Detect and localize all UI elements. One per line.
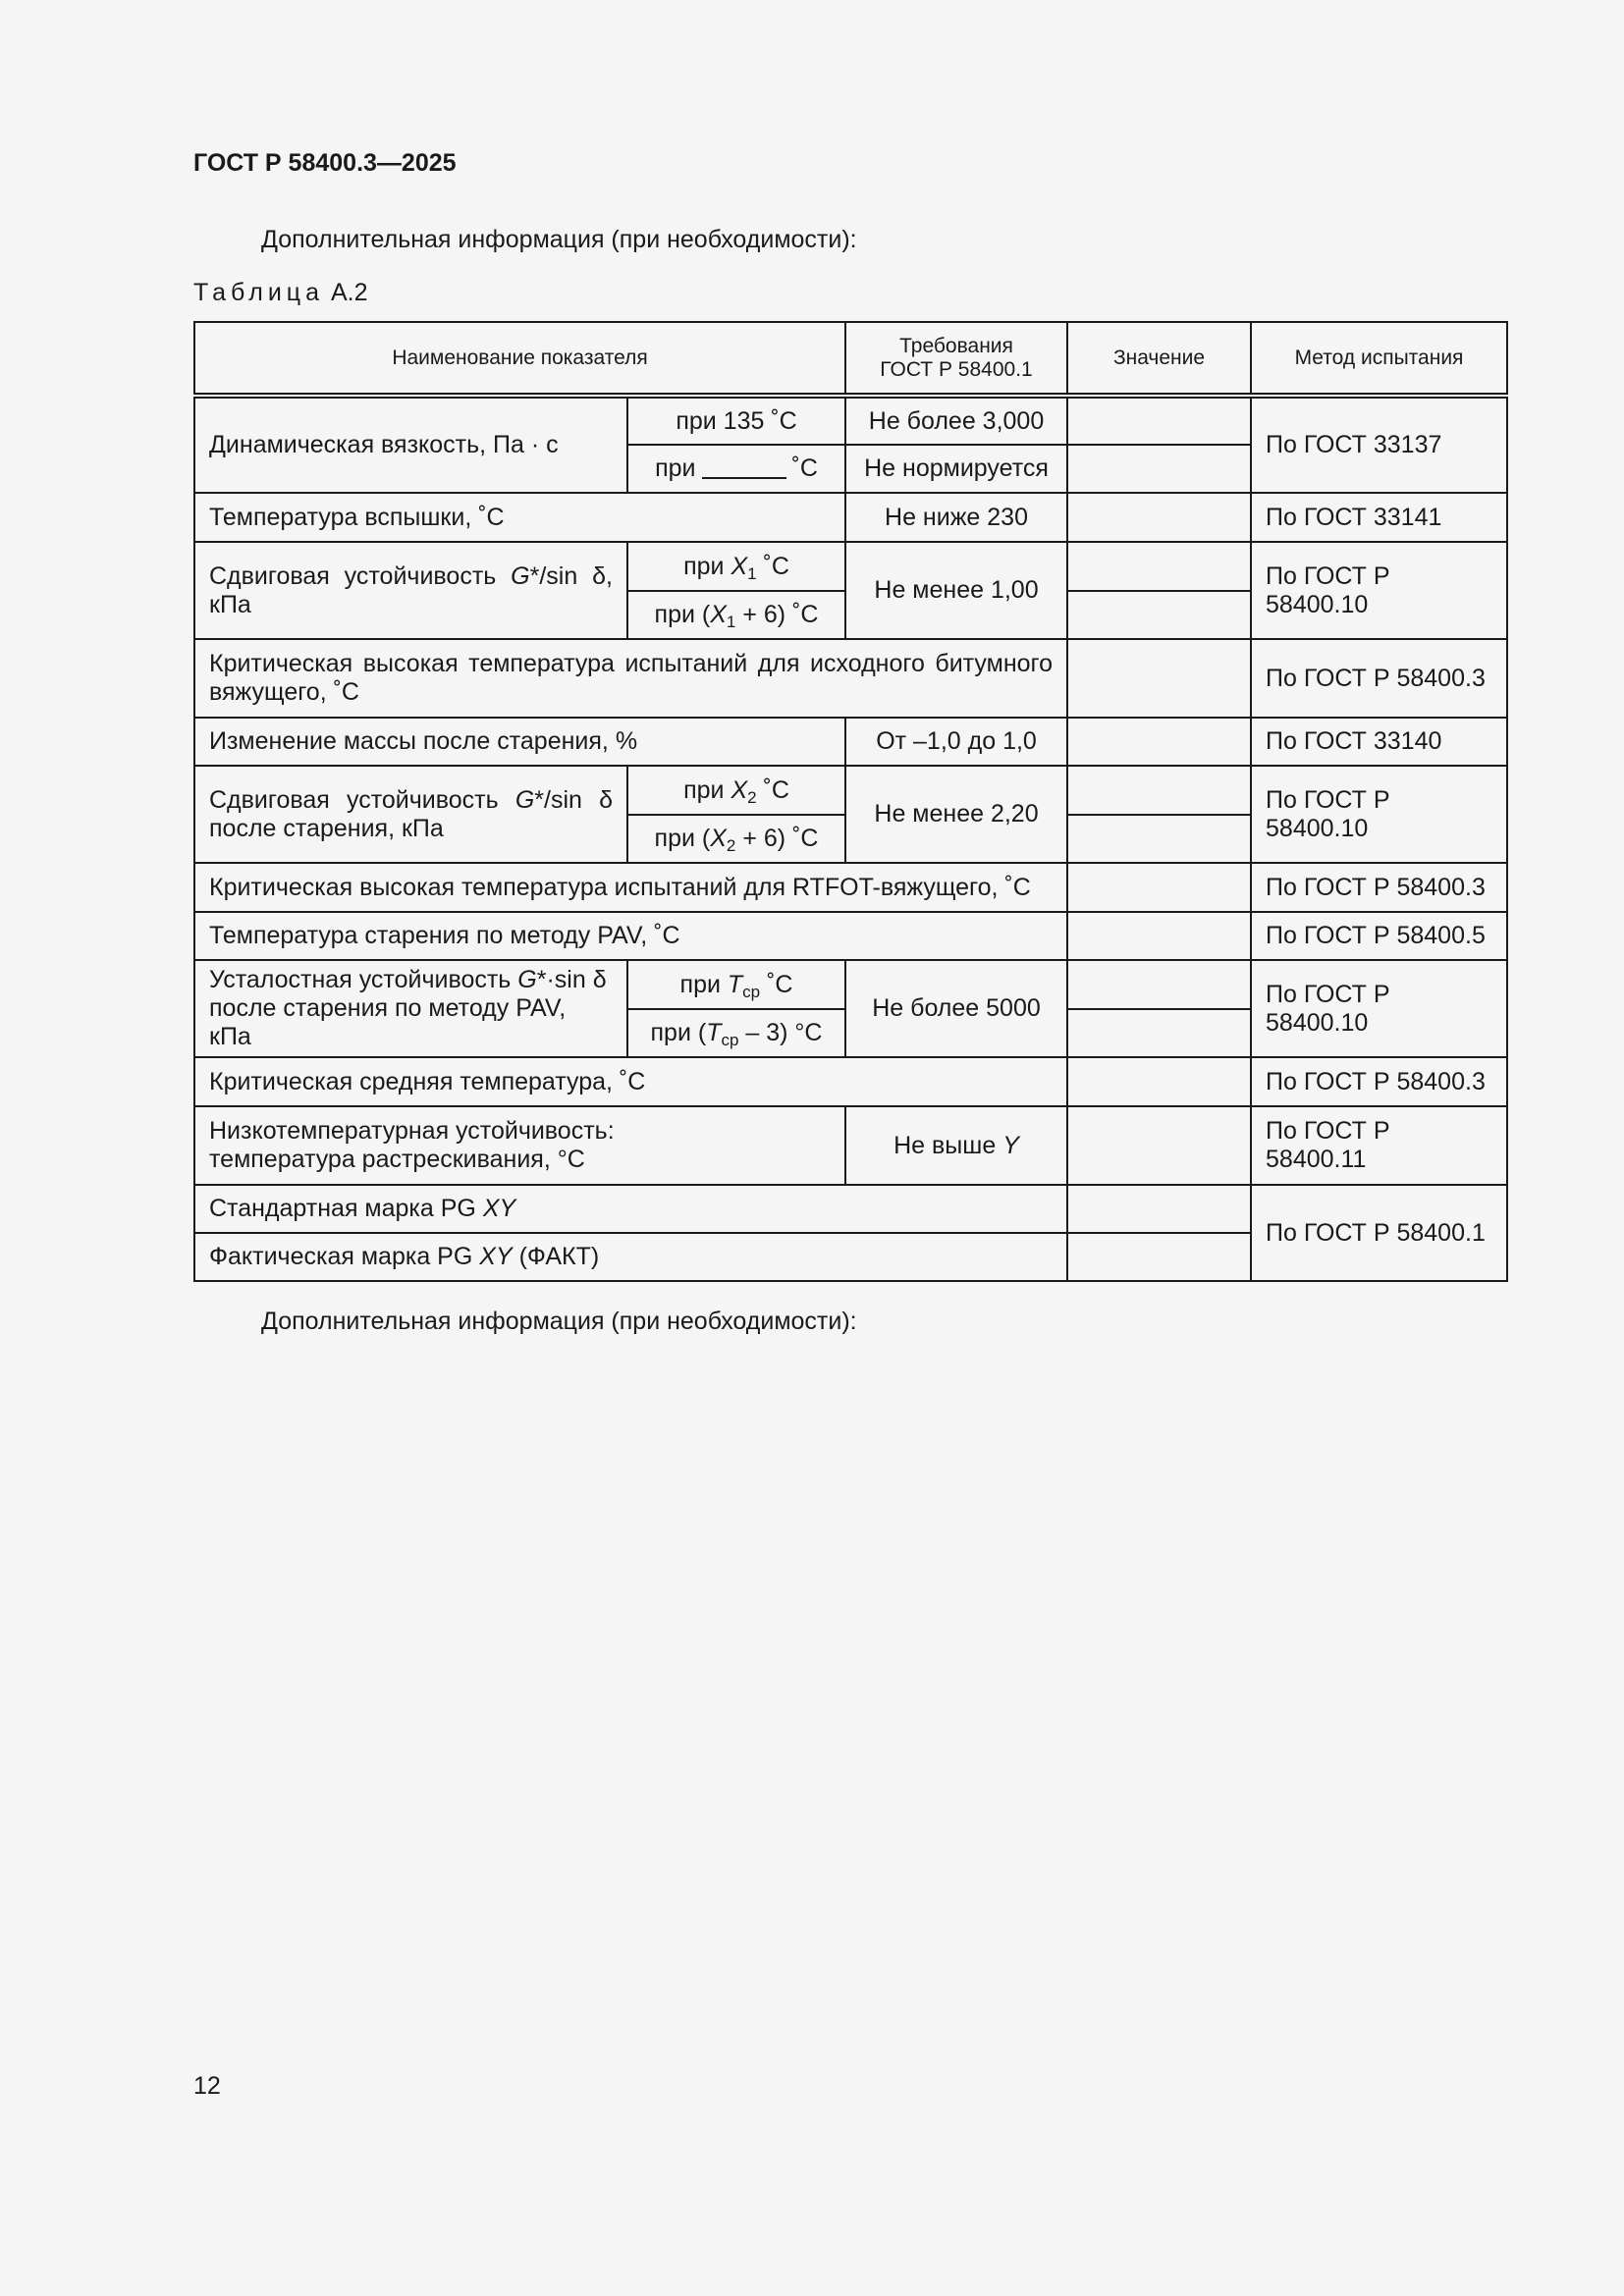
fatigue-c1-var: T	[727, 970, 743, 998]
flash-method: По ГОСТ 33141	[1251, 493, 1507, 542]
crit-orig-name: Критическая высокая температура испытаний для исходного битумного вяжущего, ˚С	[194, 639, 1067, 718]
std-grade-var: XY	[482, 1195, 516, 1222]
fact-grade-name	[194, 1233, 1067, 1281]
table-row	[194, 912, 1507, 960]
grade-method: По ГОСТ Р 58400.1	[1251, 1185, 1507, 1281]
std-grade-name	[194, 1185, 1067, 1233]
fatigue-name-text: Усталостная устойчивость	[209, 966, 512, 993]
fact-grade-prefix: Фактическая марка PG	[209, 1243, 473, 1270]
fatigue-condition-2	[627, 1009, 845, 1057]
table-row	[194, 639, 1507, 718]
crit-rtfot-method: По ГОСТ Р 58400.3	[1251, 863, 1507, 912]
header-requirements-line2: ГОСТ Р 58400.1	[880, 357, 1033, 381]
shear1-c2-var: X	[710, 601, 727, 628]
crit-rtfot-name: Критическая высокая температура испытаний для RTFOT-вяжущего, ˚С	[194, 863, 1067, 912]
note-bottom: Дополнительная информация (при необходимости):	[261, 1308, 857, 1335]
crit-orig-method: По ГОСТ Р 58400.3	[1251, 639, 1507, 718]
viscosity-requirement-2: Не нормируется	[845, 445, 1067, 493]
lowtemp-r-prefix: Не выше	[893, 1131, 997, 1159]
pav-temp-name: Температура старения по методу PAV, ˚С	[194, 912, 1067, 960]
viscosity-method: По ГОСТ 33137	[1251, 396, 1507, 493]
fatigue-c1-unit: ˚С	[767, 970, 793, 998]
viscosity-condition-1: при 135 ˚С	[627, 396, 845, 445]
data-table	[193, 321, 1508, 1282]
shear1-method: По ГОСТ Р 58400.10	[1251, 542, 1507, 639]
blank-line	[702, 455, 786, 479]
std-grade-value	[1067, 1185, 1251, 1233]
viscosity-condition-2-prefix: при	[655, 454, 696, 482]
lowtemp-name-line1: Низкотемпературная устойчивость:	[209, 1117, 615, 1145]
shear1-c1-prefix: при	[683, 552, 725, 580]
table-row	[194, 1057, 1507, 1106]
lowtemp-r-var: Y	[1002, 1131, 1019, 1159]
pav-temp-method: По ГОСТ Р 58400.5	[1251, 912, 1507, 960]
viscosity-requirement-1: Не более 3,000	[845, 396, 1067, 445]
table-row	[194, 493, 1507, 542]
shear1-value-1	[1067, 542, 1251, 591]
table-row	[194, 863, 1507, 912]
table-caption	[193, 279, 368, 307]
lowtemp-method: По ГОСТ Р 58400.11	[1251, 1106, 1507, 1185]
shear1-condition-1	[627, 542, 845, 591]
shear2-c2-suffix: + 6) ˚С	[742, 825, 819, 852]
fatigue-c2-suffix: – 3) °С	[745, 1019, 823, 1046]
flash-name: Температура вспышки, ˚С	[194, 493, 845, 542]
viscosity-name: Динамическая вязкость, Па · с	[194, 396, 627, 493]
flash-value	[1067, 493, 1251, 542]
note-top: Дополнительная информация (при необходимости):	[261, 226, 857, 253]
fatigue-name-formula: *·sin δ	[536, 966, 607, 993]
crit-mid-value	[1067, 1057, 1251, 1106]
fatigue-method: По ГОСТ Р 58400.10	[1251, 960, 1507, 1057]
page-number: 12	[193, 2072, 221, 2100]
fatigue-name-line2: после старения по методу PAV, кПа	[209, 994, 567, 1050]
crit-mid-method: По ГОСТ Р 58400.3	[1251, 1057, 1507, 1106]
table-row	[194, 960, 1507, 1009]
viscosity-condition-2-unit: ˚С	[791, 454, 818, 482]
mass-value	[1067, 718, 1251, 766]
fatigue-name-line1	[209, 966, 613, 994]
shear2-name-formula: */sin δ	[534, 785, 613, 814]
shear2-name-symbol: G	[514, 785, 535, 814]
header-value: Значение	[1067, 322, 1251, 396]
shear2-c2-sub: 2	[726, 836, 736, 855]
fatigue-requirement: Не более 5000	[845, 960, 1067, 1057]
header-method: Метод испытания	[1251, 322, 1507, 396]
lowtemp-value	[1067, 1106, 1251, 1185]
shear2-c2-var: X	[710, 825, 727, 852]
shear2-method: По ГОСТ Р 58400.10	[1251, 766, 1507, 863]
table-header-row	[194, 322, 1507, 396]
fact-grade-value	[1067, 1233, 1251, 1281]
flash-requirement: Не ниже 230	[845, 493, 1067, 542]
shear1-c2-sub: 1	[726, 613, 736, 631]
table-row	[194, 542, 1507, 591]
fact-grade-suffix: (ФАКТ)	[518, 1243, 600, 1270]
shear2-value-2	[1067, 815, 1251, 863]
mass-method: По ГОСТ 33140	[1251, 718, 1507, 766]
table-row	[194, 1185, 1507, 1233]
shear2-name	[194, 766, 627, 863]
table-row	[194, 718, 1507, 766]
crit-mid-name: Критическая средняя температура, ˚С	[194, 1057, 1067, 1106]
shear2-requirement: Не менее 2,20	[845, 766, 1067, 863]
shear1-condition-2	[627, 591, 845, 639]
crit-orig-value	[1067, 639, 1251, 718]
crit-rtfot-value	[1067, 863, 1251, 912]
shear2-c1-var: X	[731, 775, 748, 804]
shear1-c1-var: X	[731, 552, 748, 580]
shear1-name-line2: кПа	[209, 590, 251, 618]
fatigue-value-2	[1067, 1009, 1251, 1057]
shear1-c1-unit: ˚С	[763, 552, 789, 580]
table-caption-number: А.2	[330, 279, 368, 306]
mass-name: Изменение массы после старения, %	[194, 718, 845, 766]
header-requirements	[845, 322, 1067, 396]
fatigue-condition-1	[627, 960, 845, 1009]
fatigue-c2-var: T	[706, 1019, 722, 1046]
shear2-condition-1	[627, 766, 845, 815]
viscosity-value-2	[1067, 445, 1251, 493]
std-grade-prefix: Стандартная марка PG	[209, 1195, 476, 1222]
fatigue-c2-sub: ср	[721, 1031, 739, 1049]
table-row	[194, 1106, 1507, 1185]
header-name: Наименование показателя	[194, 322, 845, 396]
table-caption-word: Таблица	[193, 279, 325, 306]
shear1-value-2	[1067, 591, 1251, 639]
lowtemp-name-line2: температура растрескивания, °С	[209, 1146, 585, 1173]
shear1-name	[194, 542, 627, 639]
viscosity-value-1	[1067, 396, 1251, 445]
shear1-c2-prefix: при (	[654, 601, 711, 628]
table-row	[194, 766, 1507, 815]
shear1-name-text: Сдвиговая устойчивость	[209, 561, 497, 590]
fatigue-c1-prefix: при	[679, 970, 721, 998]
pav-temp-value	[1067, 912, 1251, 960]
shear2-name-text: Сдвиговая устойчивость	[209, 785, 499, 814]
shear2-condition-2	[627, 815, 845, 863]
lowtemp-requirement	[845, 1106, 1067, 1185]
document-header: ГОСТ Р 58400.3—2025	[193, 149, 457, 177]
shear1-c1-sub: 1	[747, 563, 757, 583]
shear2-value-1	[1067, 766, 1251, 815]
mass-requirement: От –1,0 до 1,0	[845, 718, 1067, 766]
table-row	[194, 396, 1507, 445]
fatigue-value-1	[1067, 960, 1251, 1009]
header-requirements-line1: Требования	[899, 334, 1013, 357]
shear2-c1-sub: 2	[747, 787, 757, 807]
shear1-name-line1	[209, 562, 613, 591]
fact-grade-var: XY	[479, 1243, 513, 1270]
shear2-name-line2: после старения, кПа	[209, 814, 444, 842]
shear2-c1-unit: ˚С	[763, 775, 789, 804]
fatigue-name-symbol: G	[517, 966, 537, 993]
shear1-c2-suffix: + 6) ˚С	[742, 601, 819, 628]
shear1-requirement: Не менее 1,00	[845, 542, 1067, 639]
fatigue-c1-sub: ср	[742, 982, 761, 1001]
fatigue-c2-prefix: при (	[650, 1019, 707, 1046]
lowtemp-name	[194, 1106, 845, 1185]
viscosity-condition-2	[627, 445, 845, 493]
shear1-name-symbol: G	[511, 561, 530, 590]
shear2-c2-prefix: при (	[654, 825, 711, 852]
shear2-c1-prefix: при	[683, 775, 725, 804]
shear2-name-line1	[209, 786, 613, 815]
fatigue-name	[194, 960, 627, 1057]
shear1-name-formula: */sin δ,	[529, 561, 613, 590]
